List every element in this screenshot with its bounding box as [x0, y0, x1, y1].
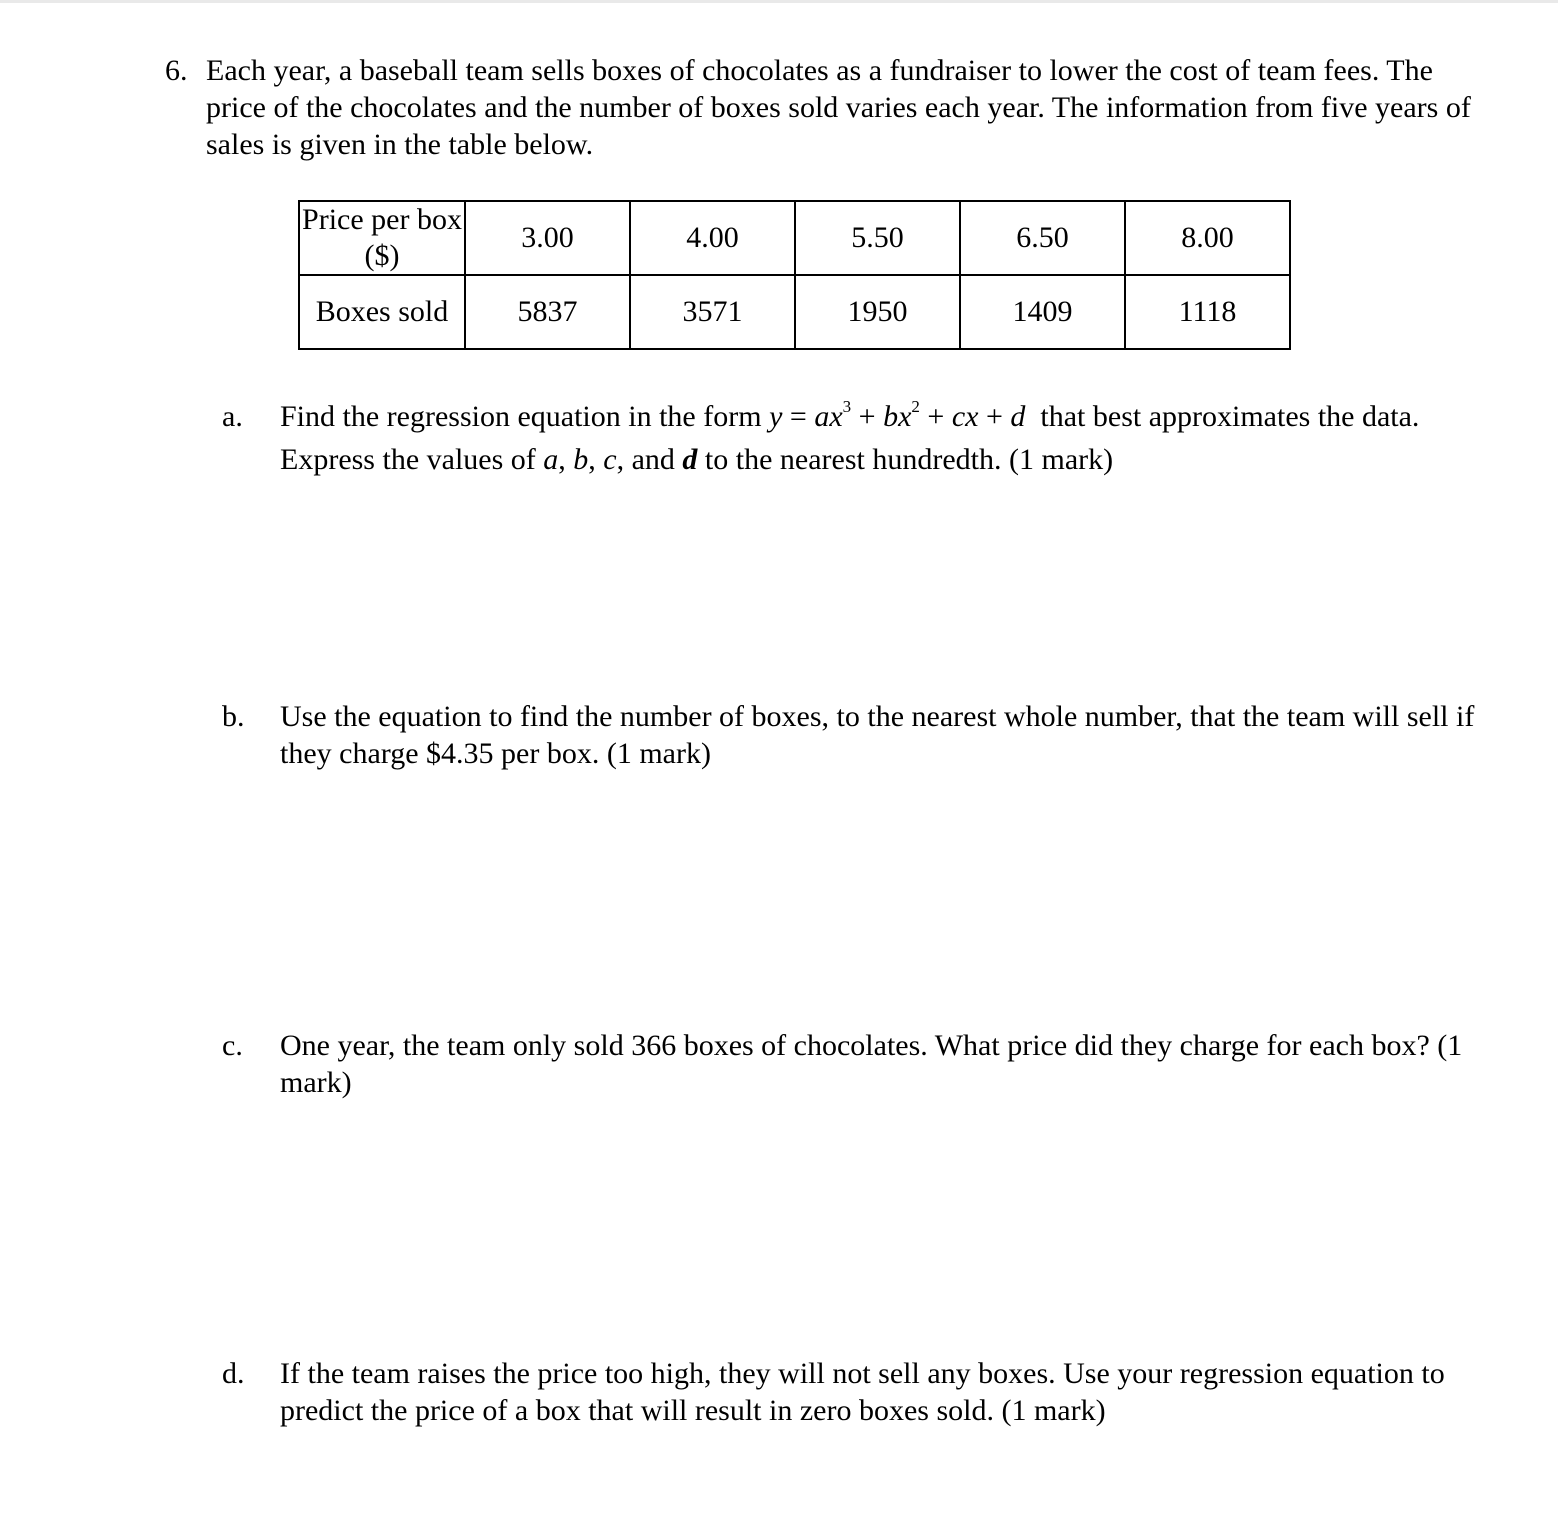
part-a-intro: Find the regression equation in the form — [280, 400, 762, 433]
question-number: 6. — [165, 54, 188, 87]
price-cell: 8.00 — [1125, 201, 1290, 275]
part-b-letter: b. — [222, 700, 245, 733]
boxes-row — [299, 275, 1290, 349]
boxes-cell: 3571 — [630, 275, 795, 349]
part-a-end: to the nearest hundredth. (1 mark) — [704, 443, 1114, 476]
sales-table — [298, 200, 1291, 350]
price-row — [299, 201, 1290, 275]
boxes-cell: 1950 — [795, 275, 960, 349]
price-cell: 4.00 — [630, 201, 795, 275]
row-header-price: Price per box ($) — [299, 201, 465, 275]
part-b-text: Use the equation to find the number of boxes, to the nearest whole number, that the team will sell if they charge $4.35 per box. (1 mark) — [280, 700, 1475, 770]
part-a-letter: a. — [222, 400, 243, 433]
boxes-cell: 5837 — [465, 275, 630, 349]
boxes-cell: 1409 — [960, 275, 1125, 349]
part-d — [222, 1355, 1492, 1429]
part-d-text: If the team raises the price too high, they will not sell any boxes. Use your regression equation to predict the price of a box that will result in zero boxes sold. (1 mark) — [280, 1357, 1445, 1427]
part-d-letter: d. — [222, 1357, 245, 1390]
question-stem: Each year, a baseball team sells boxes of chocolates as a fundraiser to lower the cost of team fees. The price of the chocolates and the number of boxes sold varies each year. The information from five years of sales is given in the table below. — [206, 54, 1471, 161]
part-a-middle: that best approximates the data. Express the values of — [280, 400, 1420, 476]
price-cell: 3.00 — [465, 201, 630, 275]
part-b — [222, 698, 1492, 772]
question-6 — [165, 52, 1485, 163]
regression-equation: $y = ax^3 + bx^2$ + cx + d — [769, 397, 1026, 433]
part-c — [222, 1027, 1492, 1101]
part-c-text: One year, the team only sold 366 boxes of chocolates. What price did they charge for each box? (1 mark) — [280, 1029, 1463, 1099]
price-cell: 5.50 — [795, 201, 960, 275]
row-header-boxes: Boxes sold — [299, 275, 465, 349]
top-border — [0, 0, 1558, 3]
part-c-letter: c. — [222, 1029, 243, 1062]
part-a-text: Find the regression equation in the form $y = ax^3 + bx^2$ + cx + d that best approximates the data. Express the values of a, b, c, and d to the nearest hundredth. (1 mark) — [280, 397, 1420, 476]
price-cell: 6.50 — [960, 201, 1125, 275]
boxes-cell: 1118 — [1125, 275, 1290, 349]
part-a — [222, 395, 1492, 481]
